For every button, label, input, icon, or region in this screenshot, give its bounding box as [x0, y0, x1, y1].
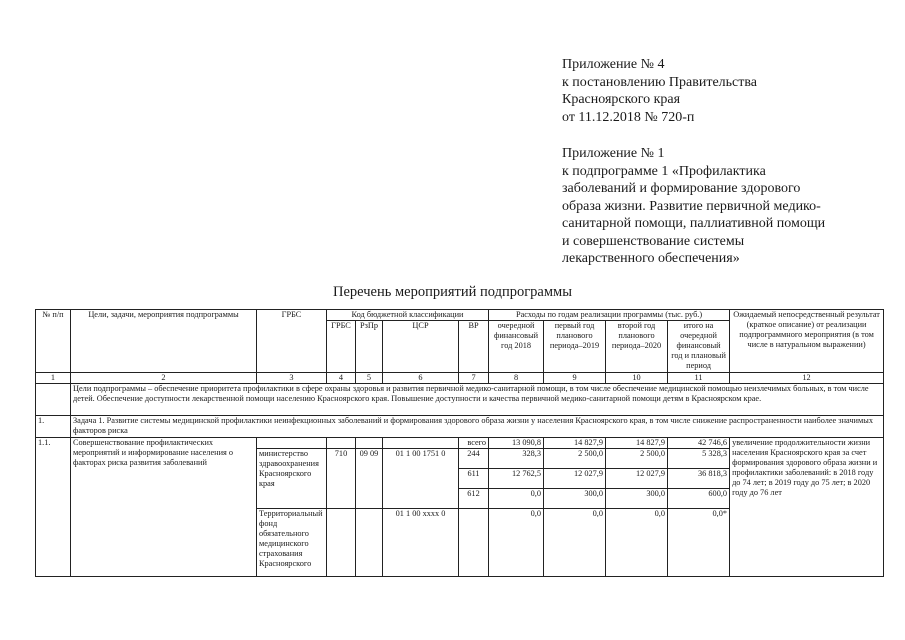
col-number: 12 [730, 373, 884, 384]
header-total: итого на очередной финансовый год и плановый период [668, 321, 730, 373]
value-2019: 0,0 [544, 509, 606, 577]
ministry-rzpr: 09 09 [356, 449, 383, 509]
appendix4-line: к постановлению Правительства [562, 74, 758, 90]
col-number: 9 [544, 373, 606, 384]
value-2020: 300,0 [606, 489, 668, 509]
value-2018: 0,0 [489, 509, 544, 577]
task-text: Задача 1. Развитие системы медицинской профилактики неинфекционных заболеваний и формирования здорового образа жизни у населения Красноярского края, в том числе снижение распространенности наиболее значимых факторов риска [71, 416, 884, 438]
ministry-name: министерство здравоохранения Красноярского края [257, 449, 327, 509]
appendix1-line: к подпрограмме 1 «Профилактика [562, 163, 766, 179]
column-numbers-row [36, 373, 884, 384]
header-csr: ЦСР [383, 321, 459, 373]
col-number: 4 [327, 373, 356, 384]
header-goals: Цели, задачи, мероприятия подпрограммы [71, 310, 257, 373]
measures-table [35, 309, 884, 577]
total-2018: 13 090,8 [489, 438, 544, 449]
vr-code: 244 [459, 449, 489, 469]
document-header [562, 56, 892, 268]
appendix4-line: Красноярского края [562, 92, 681, 107]
item-result: увеличение продолжительности жизни населения Красноярского края за счет формирования здорового образа жизни и профилактики заболеваний: в 2018 году до 74 лет; в 2019 году до 75 лет; в 2020 году до 76 лет [730, 438, 884, 577]
ministry-grbs: 710 [327, 449, 356, 509]
col-number: 7 [459, 373, 489, 384]
value-sum: 600,0 [668, 489, 730, 509]
vr-code: 611 [459, 469, 489, 489]
appendix4-line: от 11.12.2018 № 720-п [562, 109, 695, 125]
goal-row [36, 384, 884, 416]
total-2020: 14 827,9 [606, 438, 668, 449]
task-num: 1. [36, 416, 71, 438]
header-grbs-code: ГРБС [327, 321, 356, 373]
value-2020: 2 500,0 [606, 449, 668, 469]
col-number: 11 [668, 373, 730, 384]
value-2018: 328,3 [489, 449, 544, 469]
appendix1-line: заболеваний и формирование здорового [562, 181, 801, 196]
fund-csr: 01 1 00 xxxx 0 [383, 509, 459, 577]
header-rzpr: РзПр [356, 321, 383, 373]
appendix1-line: санитарной помощи, паллиативной помощи [562, 216, 826, 231]
value-2019: 2 500,0 [544, 449, 606, 469]
document-title: Перечень мероприятий подпрограммы [333, 284, 572, 300]
col-number: 5 [356, 373, 383, 384]
header-budget-code: Код бюджетной классификации [327, 310, 489, 321]
fund-name: Территориальный фонд обязательного медицинского страхования Красноярского [257, 509, 327, 577]
task-row [36, 416, 884, 438]
value-2020: 12 027,9 [606, 469, 668, 489]
table-row [36, 438, 884, 449]
header-grbs: ГРБС [257, 310, 327, 373]
col-number: 10 [606, 373, 668, 384]
total-sum: 42 746,6 [668, 438, 730, 449]
total-2019: 14 827,9 [544, 438, 606, 449]
appendix4-title: Приложение № 4 [562, 57, 665, 72]
value-2019: 12 027,9 [544, 469, 606, 489]
vr-code: 612 [459, 489, 489, 509]
appendix1-line: лекарственного обеспечения» [562, 251, 740, 266]
value-sum: 5 328,3 [668, 449, 730, 469]
col-number: 1 [36, 373, 71, 384]
col-number: 2 [71, 373, 257, 384]
appendix1-line: образа жизни. Развитие первичной медико- [562, 198, 821, 214]
appendix1-title: Приложение № 1 [562, 146, 665, 161]
col-number: 8 [489, 373, 544, 384]
ministry-csr: 01 1 00 1751 0 [383, 449, 459, 509]
col-number: 3 [257, 373, 327, 384]
value-sum: 0,0* [668, 509, 730, 577]
value-2018: 12 762,5 [489, 469, 544, 489]
appendix1-line: и совершенствование системы [562, 233, 745, 249]
value-2020: 0,0 [606, 509, 668, 577]
header-vr: ВР [459, 321, 489, 373]
col-number: 6 [383, 373, 459, 384]
item-text: Совершенствование профилактических мероприятий и информирование населения о факторах риска развития заболеваний [71, 438, 257, 577]
header-year-2018: очередной финансовый год 2018 [489, 321, 544, 373]
header-year-2019: первый год планового периода–2019 [544, 321, 606, 373]
goal-text: Цели подпрограммы – обеспечение приоритета профилактики в сфере охраны здоровья и развития первичной медико-санитарной помощи, в том числе обеспечение медицинской помощью неизлечимых больных, в том числе детей. Обеспечение доступности лекарственной помощи населению Красноярского края. Повышение доступности и качества первичной медико-санитарной помощи детям в Красноярском крае. [71, 384, 884, 416]
value-2019: 300,0 [544, 489, 606, 509]
item-num: 1.1. [36, 438, 71, 577]
header-expenses: Расходы по годам реализации программы (тыс. руб.) [489, 310, 730, 321]
header-result: Ожидаемый непосредственный результат (краткое описание) от реализации подпрограммного мероприятия (в том числе в натуральном выражении) [730, 310, 884, 373]
header-num: № п/п [36, 310, 71, 373]
value-2018: 0,0 [489, 489, 544, 509]
header-year-2020: второй год планового периода–2020 [606, 321, 668, 373]
total-label: всего [459, 438, 489, 449]
value-sum: 36 818,3 [668, 469, 730, 489]
